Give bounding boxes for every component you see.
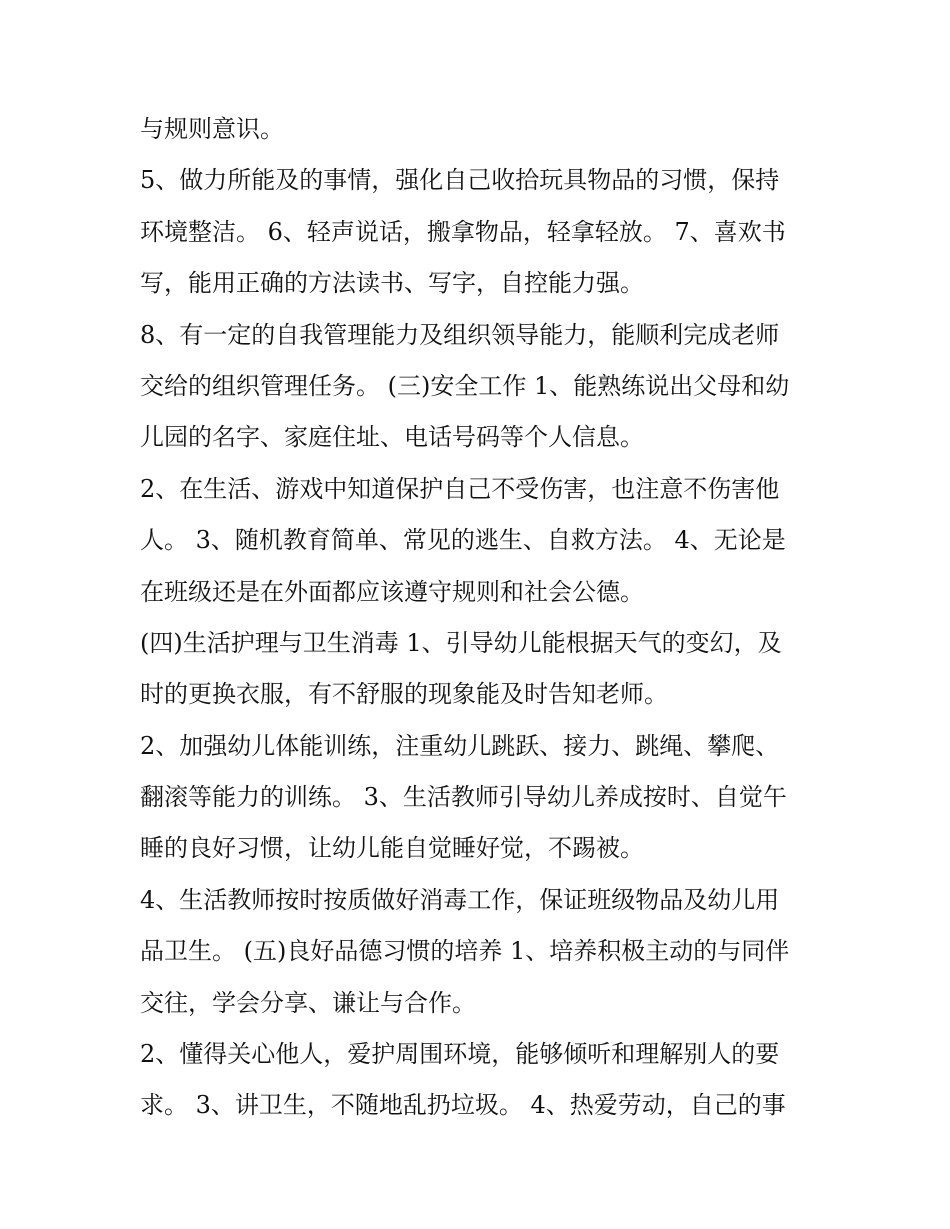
text-line: 交往，学会分享、谦让与合作。 xyxy=(140,988,476,1017)
text-line: 环境整洁。 6、轻声说话，搬拿物品，轻拿轻放。 7、喜欢书 xyxy=(140,217,786,246)
text-line: 2、加强幼儿体能训练，注重幼儿跳跃、接力、跳绳、攀爬、 xyxy=(140,731,780,760)
text-line: 人。 3、随机教育简单、常见的逃生、自救方法。 4、无论是 xyxy=(140,526,786,555)
text-line: 写，能用正确的方法读书、写字，自控能力强。 xyxy=(140,269,644,298)
text-line: 求。 3、讲卫生，不随地乱扔垃圾。 4、热爱劳动，自己的事 xyxy=(140,1091,786,1120)
text-line: 睡的良好习惯，让幼儿能自觉睡好觉，不踢被。 xyxy=(140,834,644,863)
text-line: 与规则意识。 xyxy=(140,115,284,143)
text-line: 时的更换衣服，有不舒服的现象能及时告知老师。 xyxy=(140,680,668,709)
text-line: (四)生活护理与卫生消毒 1、引导幼儿能根据天气的变幻，及 xyxy=(140,628,782,657)
text-line: 品卫生。 (五)良好品德习惯的培养 1、培养积极主动的与同伴 xyxy=(140,937,790,966)
body-text xyxy=(140,104,810,1132)
text-line: 交给的组织管理任务。 (三)安全工作 1、能熟练说出父母和幼 xyxy=(140,371,790,400)
text-line: 4、生活教师按时按质做好消毒工作，保证班级物品及幼儿用 xyxy=(140,885,780,914)
text-line: 2、在生活、游戏中知道保护自己不受伤害，也注意不伤害他 xyxy=(140,474,780,503)
text-line: 翻滚等能力的训练。 3、生活教师引导幼儿养成按时、自觉午 xyxy=(140,783,787,812)
text-line: 8、有一定的自我管理能力及组织领导能力，能顺利完成老师 xyxy=(140,320,780,349)
text-line: 在班级还是在外面都应该遵守规则和社会公德。 xyxy=(140,577,644,606)
text-line: 儿园的名字、家庭住址、电话号码等个人信息。 xyxy=(140,423,644,452)
text-line: 5、做力所能及的事情，强化自己收拾玩具物品的习惯，保持 xyxy=(140,166,780,195)
text-line: 2、懂得关心他人，爱护周围环境，能够倾听和理解别人的要 xyxy=(140,1040,780,1069)
